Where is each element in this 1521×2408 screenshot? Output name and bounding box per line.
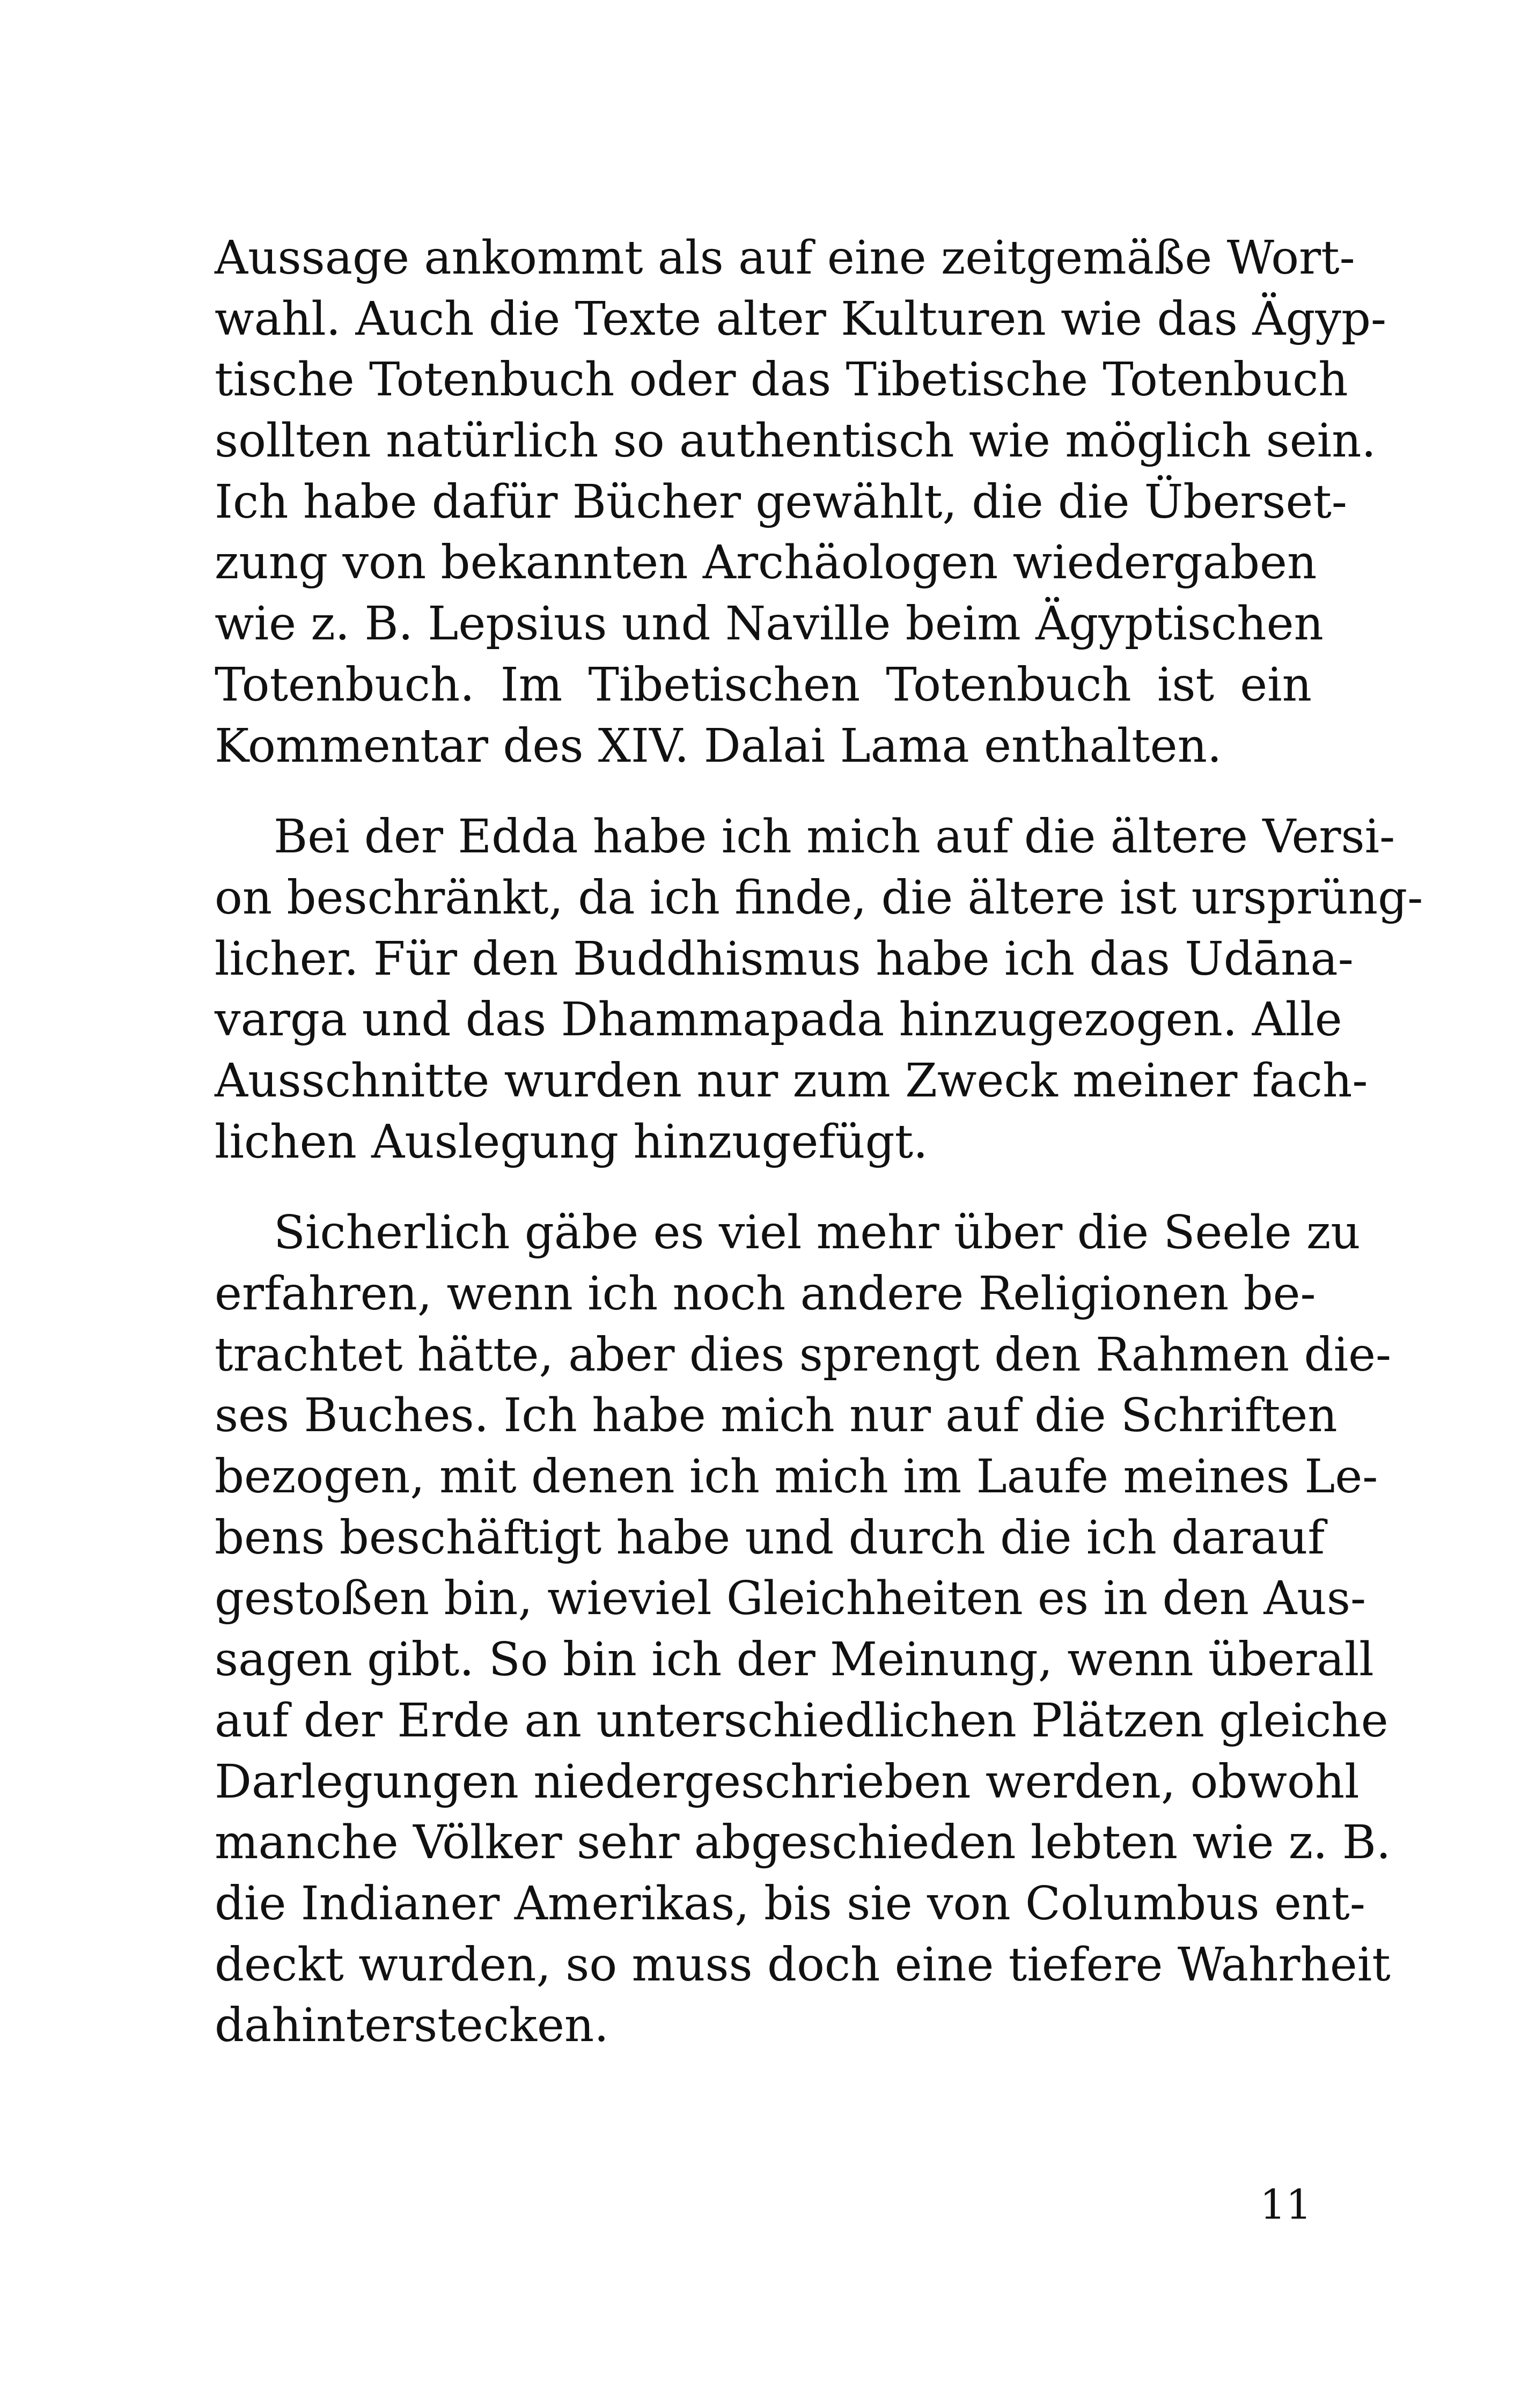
text-line: manche Völker sehr abgeschieden lebten wie z. B.	[215, 1816, 1391, 1870]
text-line: Sicherlich gäbe es viel mehr über die Seele zu	[274, 1206, 1361, 1260]
text-line: trachtet hätte, aber dies sprengt den Rahmen die-	[215, 1328, 1392, 1382]
text-line: Aussage ankommt als auf eine zeitgemäße Wort-	[215, 231, 1355, 285]
text-line: ses Buches. Ich habe mich nur auf die Schriften	[215, 1389, 1338, 1443]
text-line: sollten natürlich so authentisch wie möglich sein.	[215, 414, 1376, 468]
text-line: erfahren, wenn ich noch andere Religionen be-	[215, 1267, 1316, 1321]
text-line: licher. Für den Buddhismus habe ich das Udāna-	[215, 932, 1354, 986]
text-line: zung von bekannten Archäologen wiedergaben	[215, 536, 1317, 590]
text-line: Ausschnitte wurden nur zum Zweck meiner fach-	[215, 1054, 1368, 1108]
text-line: wie z. B. Lepsius und Naville beim Ägyptischen	[215, 597, 1324, 651]
text-line: deckt wurden, so muss doch eine tiefere Wahrheit	[215, 1938, 1391, 1992]
text-line: sagen gibt. So bin ich der Meinung, wenn überall	[215, 1633, 1374, 1687]
text-line: Darlegungen niedergeschrieben werden, obwohl	[215, 1755, 1360, 1809]
text-line: Totenbuch. Im Tibetischen Totenbuch ist ein	[215, 658, 1312, 712]
paragraph-gap	[215, 777, 1312, 807]
text-line: varga und das Dhammapada hinzugezogen. Alle	[215, 993, 1342, 1047]
text-line: Kommentar des XIV. Dalai Lama enthalten.	[215, 719, 1222, 773]
page-number: 11	[1260, 2181, 1312, 2228]
text-line: gestoßen bin, wieviel Gleichheiten es in den Aus-	[215, 1572, 1366, 1626]
body-text	[215, 228, 1423, 2057]
text-line: on beschränkt, da ich finde, die ältere ist ursprüng-	[215, 871, 1423, 925]
text-line: lichen Auslegung hinzugefügt.	[215, 1115, 928, 1169]
text-line: Bei der Edda habe ich mich auf die ältere Versi-	[274, 810, 1395, 864]
text-line: tische Totenbuch oder das Tibetische Totenbuch	[215, 353, 1348, 407]
paragraph-gap	[215, 1173, 1312, 1203]
text-line: wahl. Auch die Texte alter Kulturen wie das Ägyp-	[215, 292, 1387, 346]
text-line: bezogen, mit denen ich mich im Laufe meines Le-	[215, 1450, 1378, 1504]
text-line: auf der Erde an unterschiedlichen Plätzen gleiche	[215, 1693, 1388, 1748]
text-line: die Indianer Amerikas, bis sie von Columbus ent-	[215, 1876, 1365, 1931]
text-line: bens beschäftigt habe und durch die ich darauf	[215, 1511, 1325, 1565]
text-line: dahinterstecken.	[215, 1999, 609, 2053]
text-line: Ich habe dafür Bücher gewählt, die die Überset-	[215, 475, 1347, 529]
